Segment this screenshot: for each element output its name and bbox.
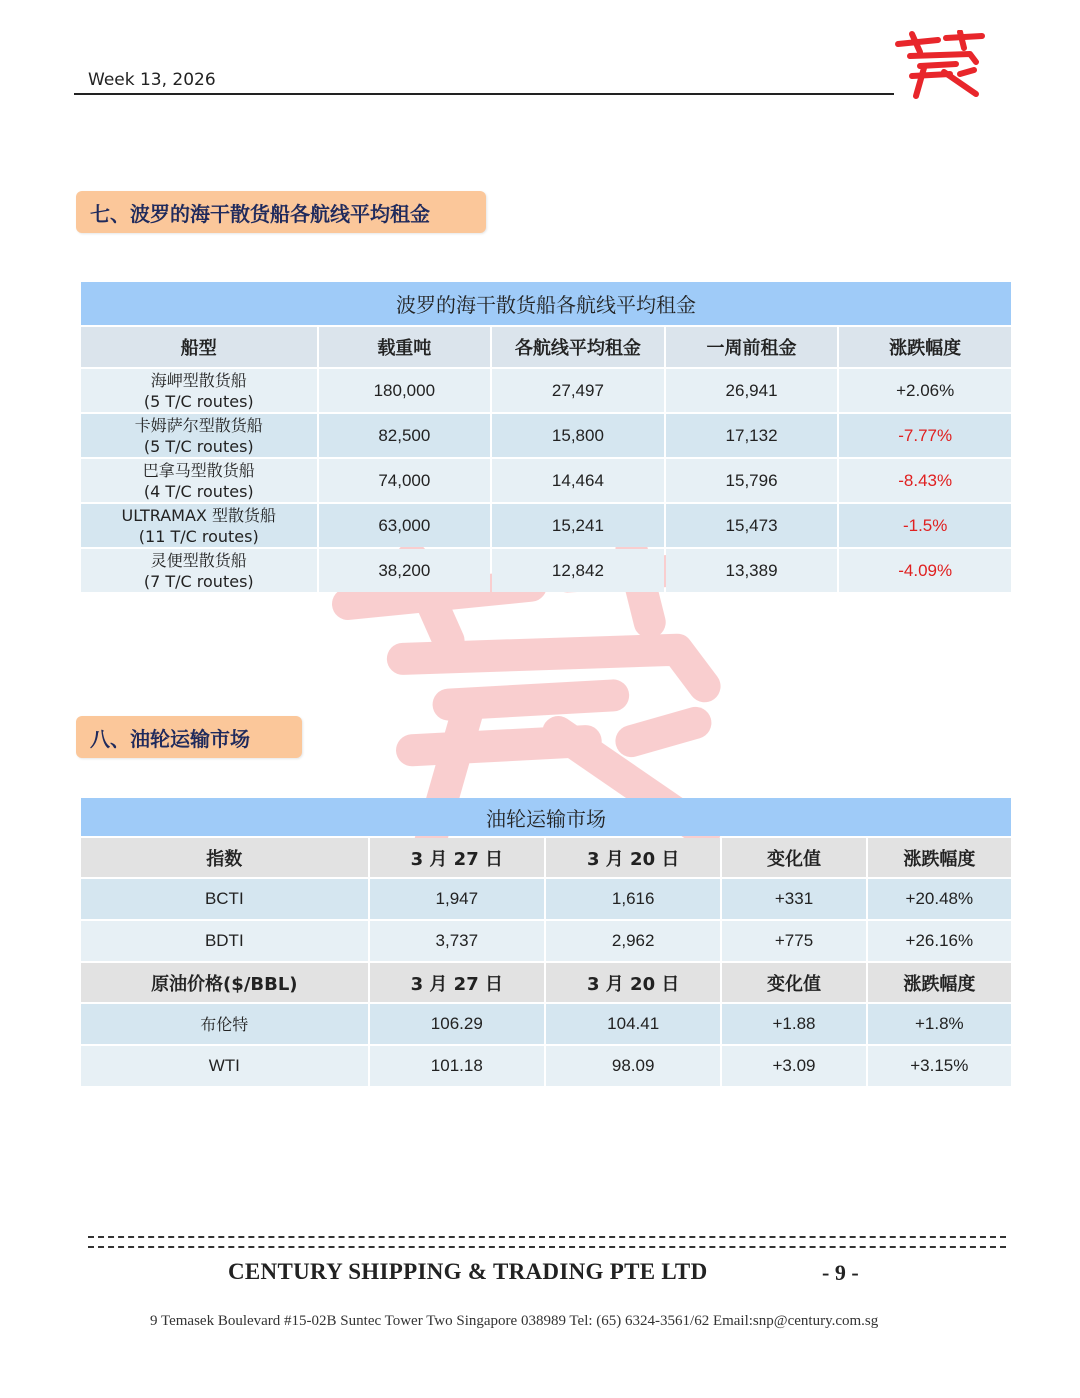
pct-cell: +1.8% [868, 1004, 1011, 1044]
footer-divider [88, 1236, 1006, 1248]
diff-cell: +775 [722, 921, 865, 961]
table-title: 油轮运输市场 [81, 798, 1011, 836]
col-header: 各航线平均租金 [492, 327, 664, 367]
section-7-title: 七、波罗的海干散货船各航线平均租金 [76, 191, 486, 233]
avg-rate-cell: 15,800 [492, 414, 664, 457]
avg-rate-cell: 15,241 [492, 504, 664, 547]
col-header: 3 月 20 日 [546, 838, 720, 877]
company-logo [890, 30, 990, 100]
previous-cell: 1,616 [546, 879, 720, 919]
dwt-cell: 38,200 [319, 549, 491, 592]
col-header: 涨跌幅度 [868, 963, 1011, 1002]
col-header: 船型 [81, 327, 317, 367]
avg-rate-cell: 12,842 [492, 549, 664, 592]
col-header: 指数 [81, 838, 368, 877]
footer-company: CENTURY SHIPPING & TRADING PTE LTD [228, 1259, 708, 1284]
avg-rate-cell: 14,464 [492, 459, 664, 502]
table-row [81, 459, 1011, 502]
current-cell: 101.18 [370, 1046, 544, 1086]
pct-cell: +26.16% [868, 921, 1011, 961]
table-row [81, 921, 1011, 961]
change-cell: -7.77% [839, 414, 1011, 457]
ship-type: ULTRAMAX 型散货船 (11 T/C routes) [81, 504, 317, 547]
col-header: 载重吨 [319, 327, 491, 367]
index-name: BDTI [81, 921, 368, 961]
oil-name: WTI [81, 1046, 368, 1086]
col-header: 3 月 27 日 [370, 963, 544, 1002]
table-row [81, 549, 1011, 592]
diff-cell: +331 [722, 879, 865, 919]
previous-cell: 104.41 [546, 1004, 720, 1044]
col-header: 原油价格($/BBL) [81, 963, 368, 1002]
diff-cell: +1.88 [722, 1004, 865, 1044]
prev-rate-cell: 17,132 [666, 414, 838, 457]
table-row [81, 369, 1011, 412]
prev-rate-cell: 15,796 [666, 459, 838, 502]
prev-rate-cell: 26,941 [666, 369, 838, 412]
index-name: BCTI [81, 879, 368, 919]
change-cell: -4.09% [839, 549, 1011, 592]
col-header: 一周前租金 [666, 327, 838, 367]
dwt-cell: 63,000 [319, 504, 491, 547]
page-number: - 9 - [822, 1260, 859, 1285]
col-header: 变化值 [722, 963, 865, 1002]
change-cell: -8.43% [839, 459, 1011, 502]
col-header: 变化值 [722, 838, 865, 877]
pct-cell: +20.48% [868, 879, 1011, 919]
change-cell: +2.06% [839, 369, 1011, 412]
ship-type: 灵便型散货船 (7 T/C routes) [81, 549, 317, 592]
change-cell: -1.5% [839, 504, 1011, 547]
ship-type: 海岬型散货船 (5 T/C routes) [81, 369, 317, 412]
ship-type: 巴拿马型散货船 (4 T/C routes) [81, 459, 317, 502]
diff-cell: +3.09 [722, 1046, 865, 1086]
current-cell: 3,737 [370, 921, 544, 961]
week-label: Week 13, 2026 [88, 70, 216, 90]
tanker-market-table [79, 796, 1013, 1088]
previous-cell: 2,962 [546, 921, 720, 961]
table-title: 波罗的海干散货船各航线平均租金 [81, 282, 1011, 325]
prev-rate-cell: 15,473 [666, 504, 838, 547]
dwt-cell: 74,000 [319, 459, 491, 502]
table-row [81, 1046, 1011, 1086]
col-header: 3 月 27 日 [370, 838, 544, 877]
current-cell: 106.29 [370, 1004, 544, 1044]
current-cell: 1,947 [370, 879, 544, 919]
dwt-cell: 82,500 [319, 414, 491, 457]
col-header: 3 月 20 日 [546, 963, 720, 1002]
section-8-title: 八、油轮运输市场 [76, 716, 302, 758]
col-header: 涨跌幅度 [868, 838, 1011, 877]
footer-address: 9 Temasek Boulevard #15-02B Suntec Tower Two Singapore 038989 Tel: (65) 6324-3561/62 Email:snp@century.com.sg [150, 1313, 879, 1329]
previous-cell: 98.09 [546, 1046, 720, 1086]
oil-name: 布伦特 [81, 1004, 368, 1044]
ship-type: 卡姆萨尔型散货船 (5 T/C routes) [81, 414, 317, 457]
baltic-dry-rates-table [79, 280, 1013, 594]
pct-cell: +3.15% [868, 1046, 1011, 1086]
dwt-cell: 180,000 [319, 369, 491, 412]
col-header: 涨跌幅度 [839, 327, 1011, 367]
table-row [81, 1004, 1011, 1044]
prev-rate-cell: 13,389 [666, 549, 838, 592]
header-rule [74, 93, 894, 95]
table-row [81, 414, 1011, 457]
table-row [81, 879, 1011, 919]
avg-rate-cell: 27,497 [492, 369, 664, 412]
table-row [81, 504, 1011, 547]
